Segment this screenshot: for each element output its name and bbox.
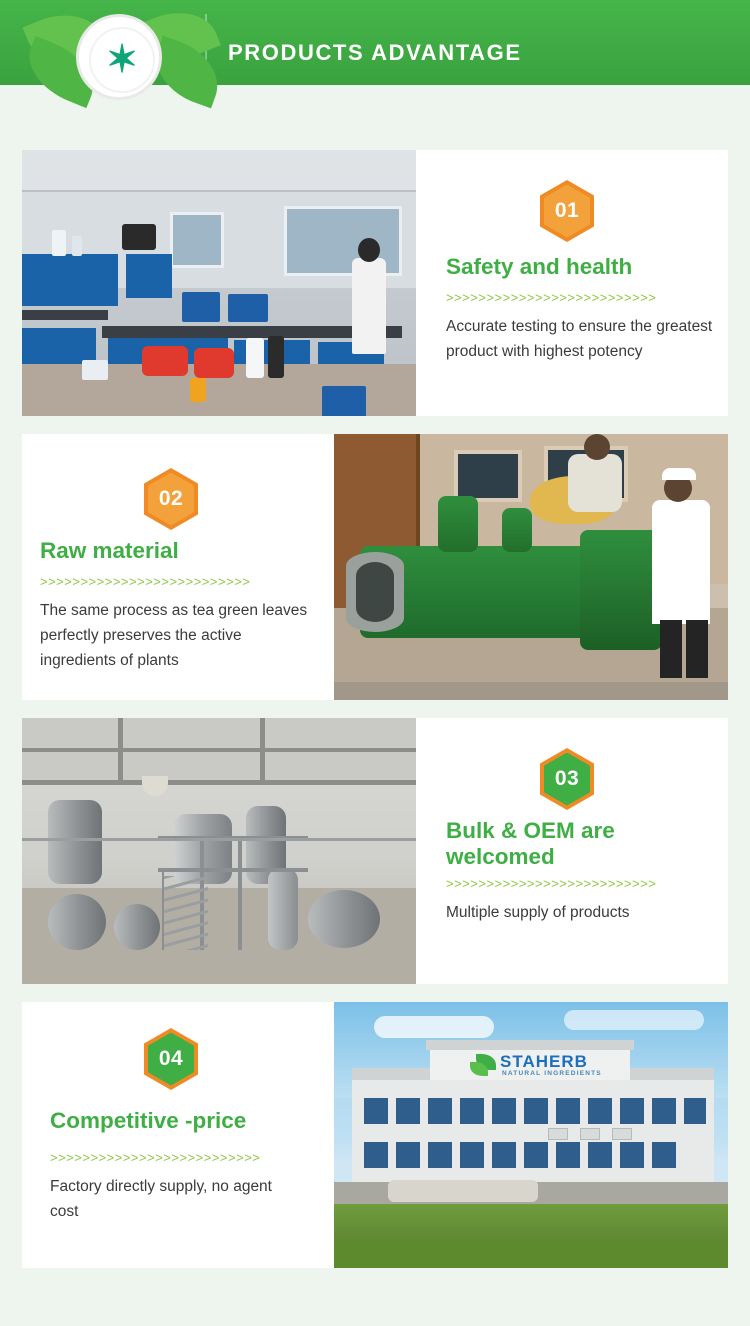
advantage-text-4 [22,1002,334,1268]
company-logo [24,2,224,110]
logo-mark-icon: ✶ [106,39,138,81]
factory-brand-name: STAHERB [500,1052,588,1071]
step-number: 03 [554,767,580,790]
advantage-card-2 [22,434,728,700]
step-number: 02 [158,487,184,510]
step-badge-2 [144,468,198,530]
logo-circle [76,14,162,100]
chevron-divider: >>>>>>>>>>>>>>>>>>>>>>>>>> [40,574,251,589]
advantage-body: Accurate testing to ensure the greatest product with highest potency [446,318,713,360]
step-number: 01 [554,199,580,222]
advantage-body: Factory directly supply, no agent cost [50,1178,272,1220]
page-title: PRODUCTS ADVANTAGE [228,40,522,65]
step-badge-3 [540,748,594,810]
logo-inner-circle [89,27,155,93]
chevron-divider: >>>>>>>>>>>>>>>>>>>>>>>>>> [446,290,657,305]
advantage-card-1 [22,150,728,416]
advantage-body: Multiple supply of products [446,904,630,921]
advantage-body: The same process as tea green leaves perfectly preserves the active ingredients of plants [40,602,308,669]
raw-material-roasting-photo [334,434,728,700]
chevron-divider: >>>>>>>>>>>>>>>>>>>>>>>>>> [50,1150,261,1165]
laboratory-testing-photo [22,150,416,416]
advantage-headline: Competitive -price [50,1108,247,1133]
step-badge-1 [540,180,594,242]
advantage-card-4 [22,1002,728,1268]
extraction-workshop-photo [22,718,416,984]
factory-brand-tagline: NATURAL INGREDIENTS [502,1070,602,1077]
factory-building-photo [334,1002,728,1268]
page-header [0,0,750,85]
advantage-headline: Safety and health [446,254,633,279]
advantage-headline: Bulk & OEM are welcomed [446,818,615,869]
step-number: 04 [158,1047,184,1070]
advantage-headline: Raw material [40,538,179,563]
advantage-text-2 [22,434,334,700]
advantage-card-3 [22,718,728,984]
chevron-divider: >>>>>>>>>>>>>>>>>>>>>>>>>> [446,876,657,891]
step-badge-4 [144,1028,198,1090]
advantage-text-3 [416,718,728,984]
advantage-text-1 [416,150,728,416]
